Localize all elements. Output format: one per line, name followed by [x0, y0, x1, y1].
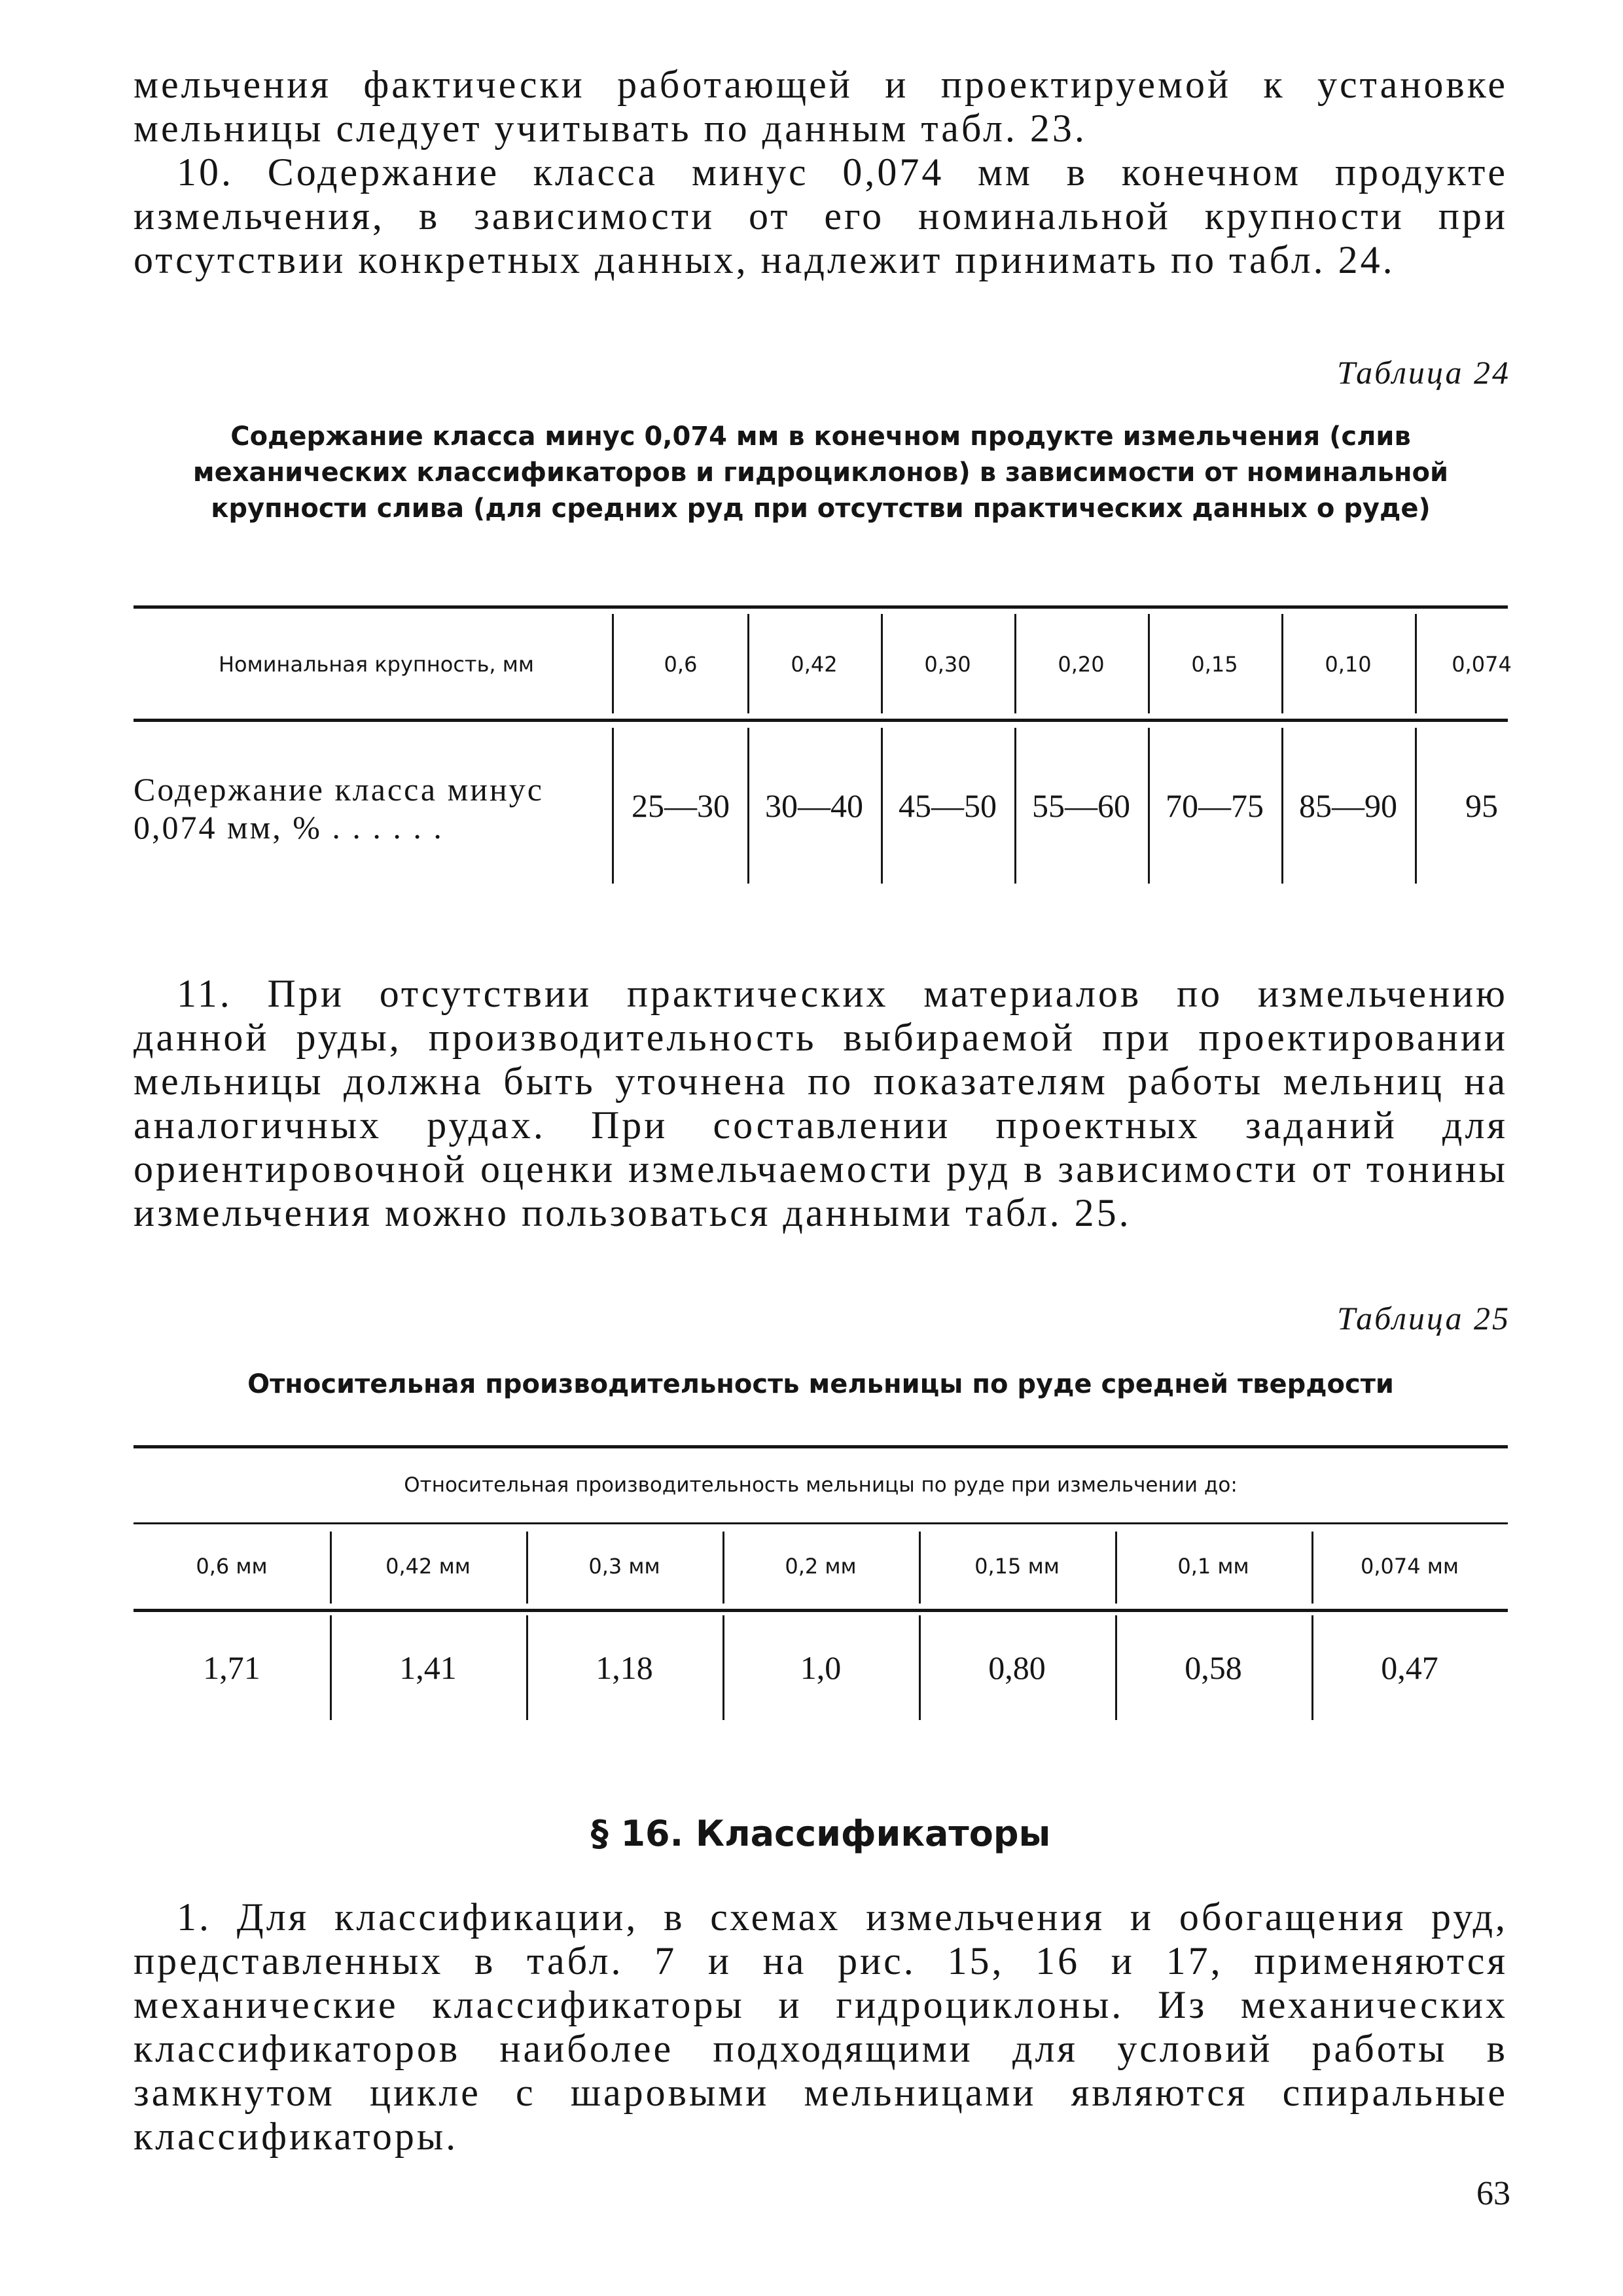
table-25-title: Относительная производительность мельницы по руде средней твердости [247, 1369, 1394, 1399]
table-24-content-cell: 70—75 [1166, 787, 1264, 824]
table-24-title: Содержание класса минус 0,074 мм в конечном продукте измельчения (слив механических классификаторов и гидроциклонов) в зависимости от номинальной крупности слива (для средних руд при отсутстви практических данных о руде) [192, 422, 1449, 524]
table-24-size-cell: 0,15 [1191, 652, 1238, 677]
table-rule [134, 605, 1508, 609]
table-25-size-cell: 0,2 мм [785, 1554, 857, 1579]
table-25-size-cell: 0,15 мм [974, 1554, 1060, 1579]
table-25-label: Таблица 25 [1337, 1300, 1510, 1336]
table-25-size-cell: 0,1 мм [1177, 1554, 1249, 1579]
table-24-row-label: Содержание класса минус 0,074 мм, % . . . . . . [134, 771, 544, 846]
table-rule [134, 1445, 1508, 1448]
table-24-content-cell: 85—90 [1299, 787, 1397, 824]
page-number: 63 [1476, 2175, 1510, 2212]
table-25-value-cell: 1,18 [596, 1649, 653, 1686]
table-24-size-cell: 0,074 [1452, 652, 1512, 677]
table-25-value-cell: 1,41 [399, 1649, 457, 1686]
table-24-size-cell: 0,42 [791, 652, 838, 677]
table-25-size-cell: 0,074 мм [1360, 1554, 1459, 1579]
section-16-heading: § 16. Классификаторы [590, 1813, 1051, 1854]
table-25-value-cell: 0,58 [1185, 1649, 1242, 1686]
table-25-value-cell: 0,80 [988, 1649, 1046, 1686]
table-25-value-cell: 0,47 [1381, 1649, 1438, 1686]
table-25-value-cell: 1,0 [800, 1649, 842, 1686]
table-rule [134, 1522, 1508, 1524]
table-25-span-header: Относительная производительность мельницы по руде при измельчении до: [404, 1473, 1238, 1497]
table-25-size-cell: 0,6 мм [196, 1554, 268, 1579]
table-24-size-cell: 0,6 [664, 652, 698, 677]
table-rule [134, 719, 1508, 722]
table-25-value-cell: 1,71 [203, 1649, 260, 1686]
item-10-paragraph: 10. Содержание класса минус 0,074 мм в конечном продукте измельчения, в зависимости от его номинальной крупности при отсутствии конкретных данных, надлежит принимать по табл. 24. [134, 151, 1508, 281]
table-24-content-cell: 25—30 [632, 787, 730, 824]
table-25-size-cell: 0,42 мм [385, 1554, 471, 1579]
item-11-paragraph: 11. При отсутствии практических материалов по измельчению данной руды, производительность выбираемой при проектировании мельницы должна быть уточнена по показателям работы мельниц на аналогичных рудах. При составлении проектных заданий для ориентировочной оценки измельчаемости руд в зависимости от тонины измельчения можно пользоваться данными табл. 25. [134, 972, 1508, 1234]
table-rule [134, 1609, 1508, 1612]
section-16-text [134, 1895, 1508, 2159]
table-24-size-cell: 0,20 [1058, 652, 1105, 677]
section-16-paragraph: 1. Для классификации, в схемах измельчения и обогащения руд, представленных в табл. 7 и на рис. 15, 16 и 17, применяются механические классификаторы и гидроциклоны. Из механических классификаторов наиболее подходящими для условий работы в замкнутом цикле с шаровыми мельницами являются спиральные классификаторы. [134, 1895, 1508, 2158]
table-24-header-label: Номинальная крупность, мм [218, 652, 535, 677]
intro-text [134, 63, 1508, 282]
table-24-content-cell: 55—60 [1032, 787, 1130, 824]
intro-paragraph: мельчения фактически работающей и проектируемой к установке мельницы следует учитывать по данным табл. 23. [134, 63, 1508, 150]
table-24-size-cell: 0,10 [1325, 652, 1372, 677]
table-24-size-cell: 0,30 [924, 652, 971, 677]
table-24-content-cell: 45—50 [899, 787, 997, 824]
table-25-size-cell: 0,3 мм [588, 1554, 660, 1579]
table-24-content-cell: 30—40 [765, 787, 863, 824]
table-24-label: Таблица 24 [1337, 354, 1510, 391]
table-24-content-cell: 95 [1465, 787, 1498, 824]
item-11-text [134, 972, 1508, 1235]
